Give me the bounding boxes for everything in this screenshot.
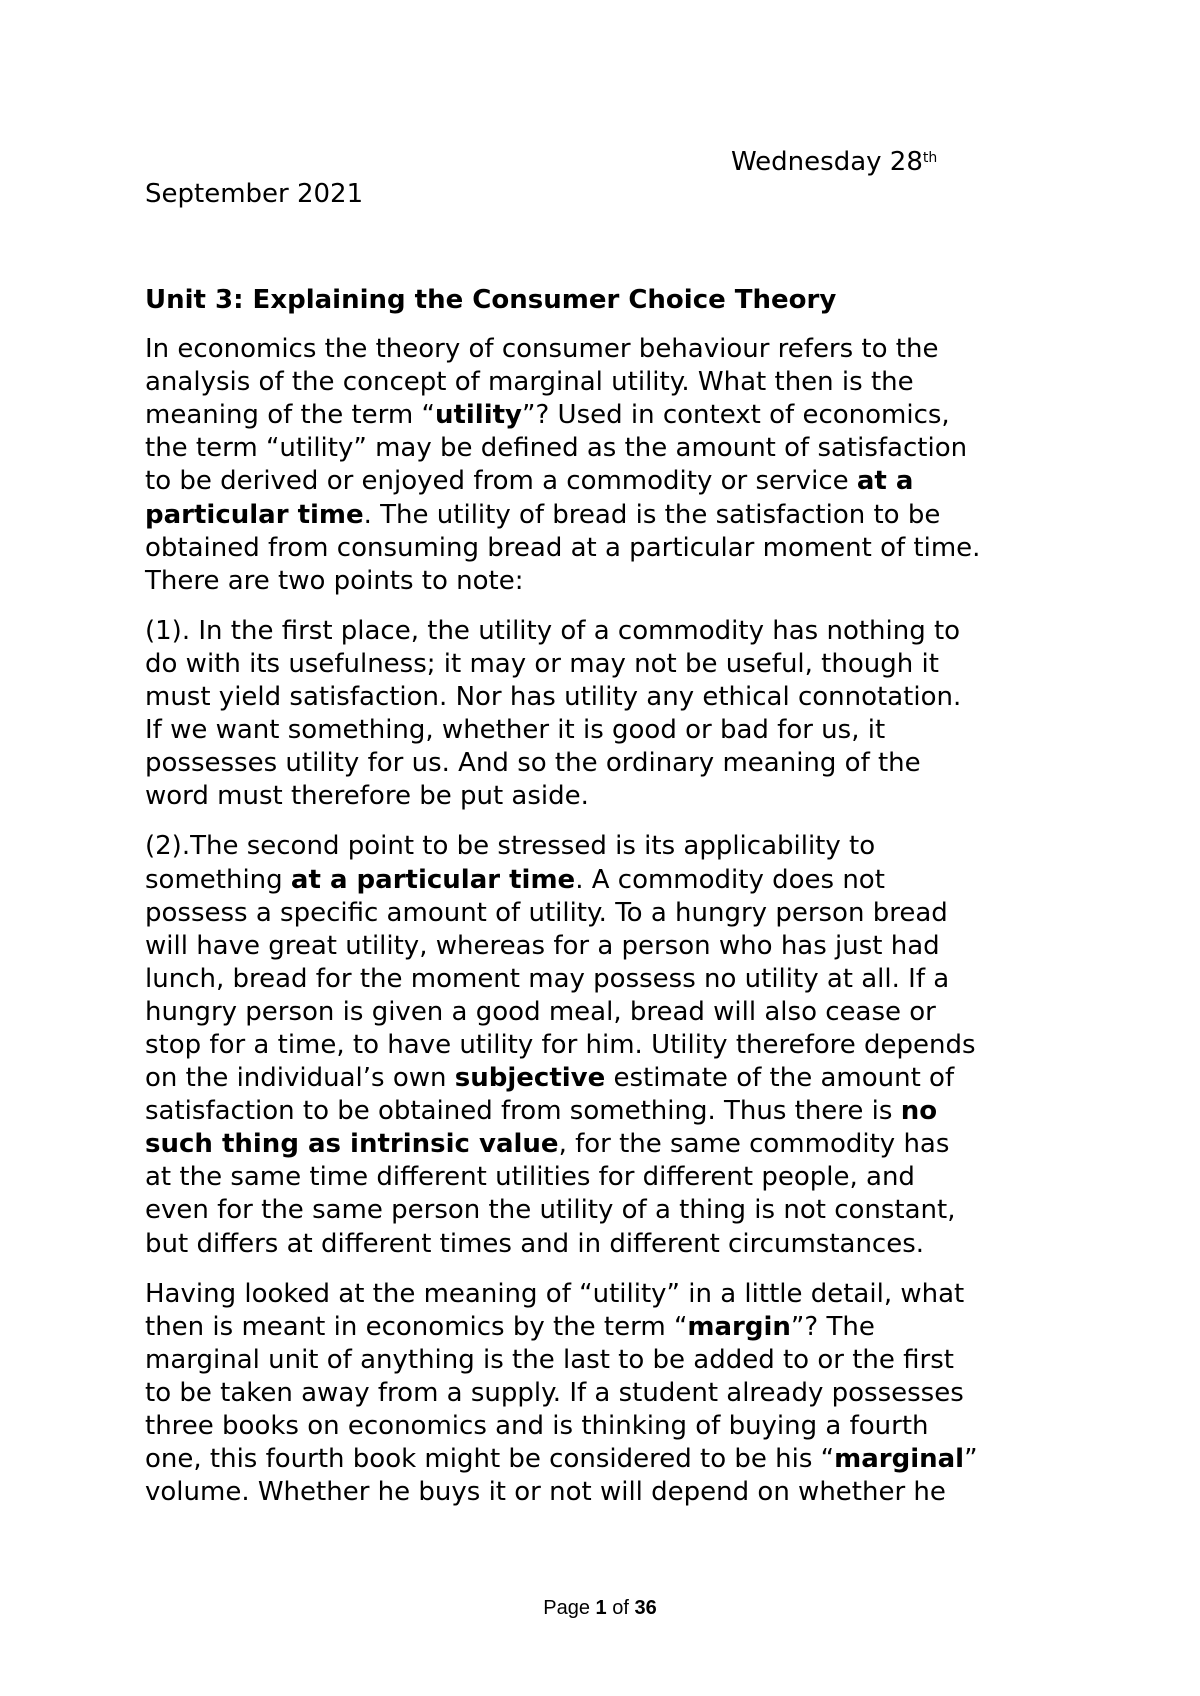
text-line	[145, 565, 1065, 598]
text-line	[145, 333, 1065, 366]
text-line	[145, 532, 1065, 565]
paragraph-3	[145, 830, 1065, 1260]
text-run: one, this fourth book might be considered to be his “	[145, 1444, 835, 1475]
text-run: hungry person is given a good meal, bread will also cease or	[145, 996, 936, 1027]
footer-current-page: 1	[595, 1597, 607, 1619]
text-run: then is meant in economics by the term “	[145, 1311, 688, 1342]
text-run: lunch, bread for the moment may possess no utility at all. If a	[145, 963, 950, 994]
text-run: the term “utility” may be defined as the amount of satisfaction	[145, 433, 968, 464]
text-run: . A commodity does not	[575, 864, 885, 895]
bold-text: at a	[856, 466, 914, 497]
paragraphs-container	[145, 333, 1065, 1509]
text-run: satisfaction to be obtained from something. Thus there is	[145, 1096, 901, 1127]
document-body	[145, 284, 1065, 1526]
text-line	[145, 897, 1065, 930]
text-line	[145, 1344, 1065, 1377]
text-run: ”? The	[790, 1311, 875, 1342]
text-line	[145, 1095, 1065, 1128]
text-run: (1). In the first place, the utility of a commodity has nothing to	[145, 615, 961, 646]
text-line	[145, 1410, 1065, 1443]
text-line	[145, 366, 1065, 399]
text-run: obtained from consuming bread at a particular moment of time.	[145, 532, 981, 563]
bold-text: subjective	[454, 1063, 606, 1094]
text-line	[145, 1377, 1065, 1410]
text-line	[145, 930, 1065, 963]
text-run: volume. Whether he buys it or not will depend on whether he	[145, 1477, 946, 1508]
text-line	[145, 1194, 1065, 1227]
text-run: ”? Used in context of economics,	[522, 400, 950, 431]
paragraph-1	[145, 333, 1065, 598]
text-line	[145, 1278, 1065, 1311]
text-line	[145, 1161, 1065, 1194]
unit-heading: Unit 3: Explaining the Consumer Choice Theory	[145, 285, 837, 315]
text-line	[145, 1476, 1065, 1509]
text-line	[145, 399, 1065, 432]
text-run: must yield satisfaction. Nor has utility any ethical connotation.	[145, 682, 962, 713]
date-weekday-day	[731, 146, 937, 179]
text-line	[145, 1029, 1065, 1062]
text-line	[145, 465, 1065, 498]
text-run: (2).The second point to be stressed is its applicability to	[145, 831, 876, 862]
text-line	[145, 1443, 1065, 1476]
text-line	[145, 615, 1065, 648]
text-run: There are two points to note:	[145, 565, 524, 596]
bold-text: at a particular time	[290, 864, 576, 895]
paragraph-4	[145, 1278, 1065, 1510]
text-run: will have great utility, whereas for a person who has just had	[145, 930, 940, 961]
text-run: meaning of the term “	[145, 400, 435, 431]
text-run: stop for a time, to have utility for him. Utility therefore depends	[145, 1029, 976, 1060]
text-run: estimate of the amount of	[605, 1063, 955, 1094]
date-ordinal-suffix: th	[922, 150, 938, 166]
text-run: word must therefore be put aside.	[145, 781, 589, 812]
text-run: , for the same commodity has	[558, 1129, 950, 1160]
text-line	[145, 714, 1065, 747]
text-run: possess a specific amount of utility. To a hungry person bread	[145, 897, 948, 928]
text-line	[145, 963, 1065, 996]
text-line	[145, 648, 1065, 681]
footer-total-pages: 36	[634, 1597, 657, 1619]
text-line	[145, 830, 1065, 863]
page-footer	[0, 1596, 1200, 1620]
text-run: Having looked at the meaning of “utility” in a little detail, what	[145, 1278, 965, 1309]
text-line	[145, 996, 1065, 1029]
text-line	[145, 1128, 1065, 1161]
text-line	[145, 681, 1065, 714]
date-month-year: September 2021	[145, 179, 364, 209]
text-run: something	[145, 864, 291, 895]
footer-page-word: Page	[543, 1597, 590, 1619]
text-line	[145, 747, 1065, 780]
text-line	[145, 432, 1065, 465]
text-run: do with its usefulness; it may or may not be useful, though it	[145, 648, 939, 679]
text-line	[145, 1062, 1065, 1095]
text-line	[145, 1311, 1065, 1344]
text-run: ”	[964, 1444, 978, 1475]
text-run: . The utility of bread is the satisfaction to be	[363, 499, 941, 530]
bold-text: margin	[687, 1311, 791, 1342]
bold-text: no	[900, 1096, 938, 1127]
text-run: even for the same person the utility of a thing is not constant,	[145, 1195, 956, 1226]
text-run: marginal unit of anything is the last to be added to or the first	[145, 1344, 954, 1375]
text-run: to be taken away from a supply. If a student already possesses	[145, 1377, 964, 1408]
text-run: analysis of the concept of marginal utility. What then is the	[145, 367, 914, 398]
text-run: In economics the theory of consumer behaviour refers to the	[145, 334, 939, 365]
bold-text: such thing as intrinsic value	[145, 1129, 559, 1160]
text-run: but differs at different times and in different circumstances.	[145, 1228, 925, 1259]
text-run: at the same time different utilities for different people, and	[145, 1162, 915, 1193]
text-run: three books on economics and is thinking of buying a fourth	[145, 1411, 929, 1441]
text-run: possesses utility for us. And so the ordinary meaning of the	[145, 748, 921, 779]
date-weekday-day-text: Wednesday 28	[731, 147, 923, 177]
bold-text: particular time	[145, 499, 364, 530]
text-line	[145, 780, 1065, 813]
paragraph-2	[145, 615, 1065, 814]
text-run: on the individual’s own	[145, 1063, 455, 1094]
text-line	[145, 864, 1065, 897]
text-line	[145, 1228, 1065, 1261]
text-run: to be derived or enjoyed from a commodity or service	[145, 466, 857, 497]
text-run: If we want something, whether it is good or bad for us, it	[145, 715, 886, 746]
footer-of-word: of	[612, 1597, 629, 1619]
text-line	[145, 499, 1065, 532]
bold-text: utility	[434, 400, 523, 431]
bold-text: marginal	[834, 1444, 965, 1475]
